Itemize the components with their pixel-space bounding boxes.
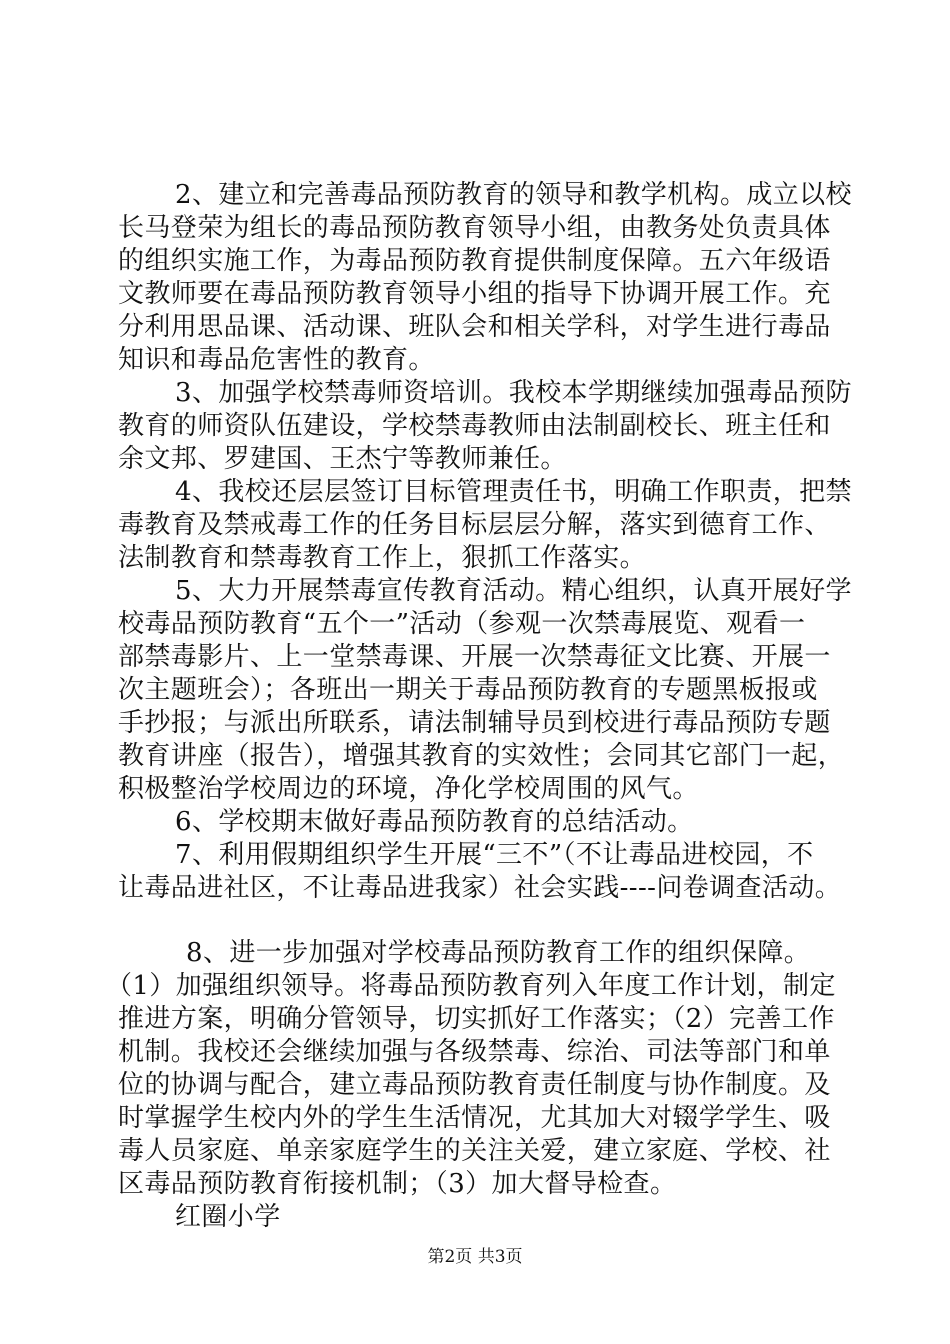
paragraph-5-line-2: 校毒品预防教育“五个一”活动（参观一次禁毒展览、观看一 bbox=[118, 609, 806, 639]
paragraph-2-line-1: 2、建立和完善毒品预防教育的领导和教学机构。成立以校 bbox=[175, 180, 852, 210]
page-number-footer: 第2页 共3页 bbox=[427, 1247, 523, 1267]
paragraph-2-line-6: 知识和毒品危害性的教育。 bbox=[118, 345, 435, 375]
paragraph-3-line-3: 余文邦、罗建国、王杰宁等教师兼任。 bbox=[118, 444, 567, 474]
paragraph-5-line-5: 手抄报；与派出所联系，请法制辅导员到校进行毒品预防专题 bbox=[118, 708, 831, 738]
paragraph-2-line-4: 文教师要在毒品预防教育领导小组的指导下协调开展工作。充 bbox=[118, 279, 831, 309]
paragraph-5-line-6: 教育讲座（报告），增强其教育的实效性；会同其它部门一起， bbox=[118, 741, 845, 771]
paragraph-5-line-7: 积极整治学校周边的环境，净化学校周围的风气。 bbox=[118, 774, 699, 804]
paragraph-5-line-1: 5、大力开展禁毒宣传教育活动。精心组织，认真开展好学 bbox=[175, 576, 852, 606]
paragraph-8-line-3: 推进方案，明确分管领导，切实抓好工作落实；（2）完善工作 bbox=[118, 1004, 835, 1034]
paragraph-5-line-4: 次主题班会）；各班出一期关于毒品预防教育的专题黑板报或 bbox=[118, 675, 818, 705]
paragraph-5-line-3: 部禁毒影片、上一堂禁毒课、开展一次禁毒征文比赛、开展一 bbox=[118, 642, 831, 672]
paragraph-2-line-3: 的组织实施工作，为毒品预防教育提供制度保障。五六年级语 bbox=[118, 246, 831, 276]
paragraph-8-line-8: 区毒品预防教育衔接机制；（3）加大督导检查。 bbox=[118, 1169, 677, 1199]
paragraph-6-line-1: 6、学校期末做好毒品预防教育的总结活动。 bbox=[175, 807, 694, 837]
paragraph-8-line-4: 机制。我校还会继续加强与各级禁毒、综治、司法等部门和单 bbox=[118, 1037, 831, 1067]
paragraph-4-line-1: 4、我校还层层签订目标管理责任书，明确工作职责，把禁 bbox=[175, 477, 852, 507]
paragraph-4-line-2: 毒教育及禁戒毒工作的任务目标层层分解，落实到德育工作、 bbox=[118, 510, 831, 540]
paragraph-4-line-3: 法制教育和禁毒教育工作上，狠抓工作落实。 bbox=[118, 543, 647, 573]
paragraph-8-line-5: 位的协调与配合，建立毒品预防教育责任制度与协作制度。及 bbox=[118, 1070, 831, 1100]
paragraph-8-line-1: 8、进一步加强对学校毒品预防教育工作的组织保障。 bbox=[186, 938, 811, 968]
paragraph-7-line-2: 让毒品进社区，不让毒品进我家）社会实践----问卷调查活动。 bbox=[118, 873, 842, 903]
paragraph-2-line-5: 分利用思品课、活动课、班队会和相关学科，对学生进行毒品 bbox=[118, 312, 831, 342]
paragraph-8-line-7: 毒人员家庭、单亲家庭学生的关注关爱，建立家庭、学校、社 bbox=[118, 1136, 831, 1166]
paragraph-3-line-2: 教育的师资队伍建设，学校禁毒教师由法制副校长、班主任和 bbox=[118, 411, 831, 441]
paragraph-7-line-1: 7、利用假期组织学生开展“三不”（不让毒品进校园，不 bbox=[175, 840, 814, 870]
paragraph-8-line-6: 时掌握学生校内外的学生生活情况，尤其加大对辍学学生、吸 bbox=[118, 1103, 831, 1133]
school-name: 红圈小学 bbox=[175, 1202, 281, 1232]
paragraph-8-line-2: （1）加强组织领导。将毒品预防教育列入年度工作计划，制定 bbox=[106, 971, 836, 1001]
paragraph-3-line-1: 3、加强学校禁毒师资培训。我校本学期继续加强毒品预防 bbox=[175, 378, 852, 408]
paragraph-2-line-2: 长马登荣为组长的毒品预防教育领导小组，由教务处负责具体 bbox=[118, 213, 831, 243]
